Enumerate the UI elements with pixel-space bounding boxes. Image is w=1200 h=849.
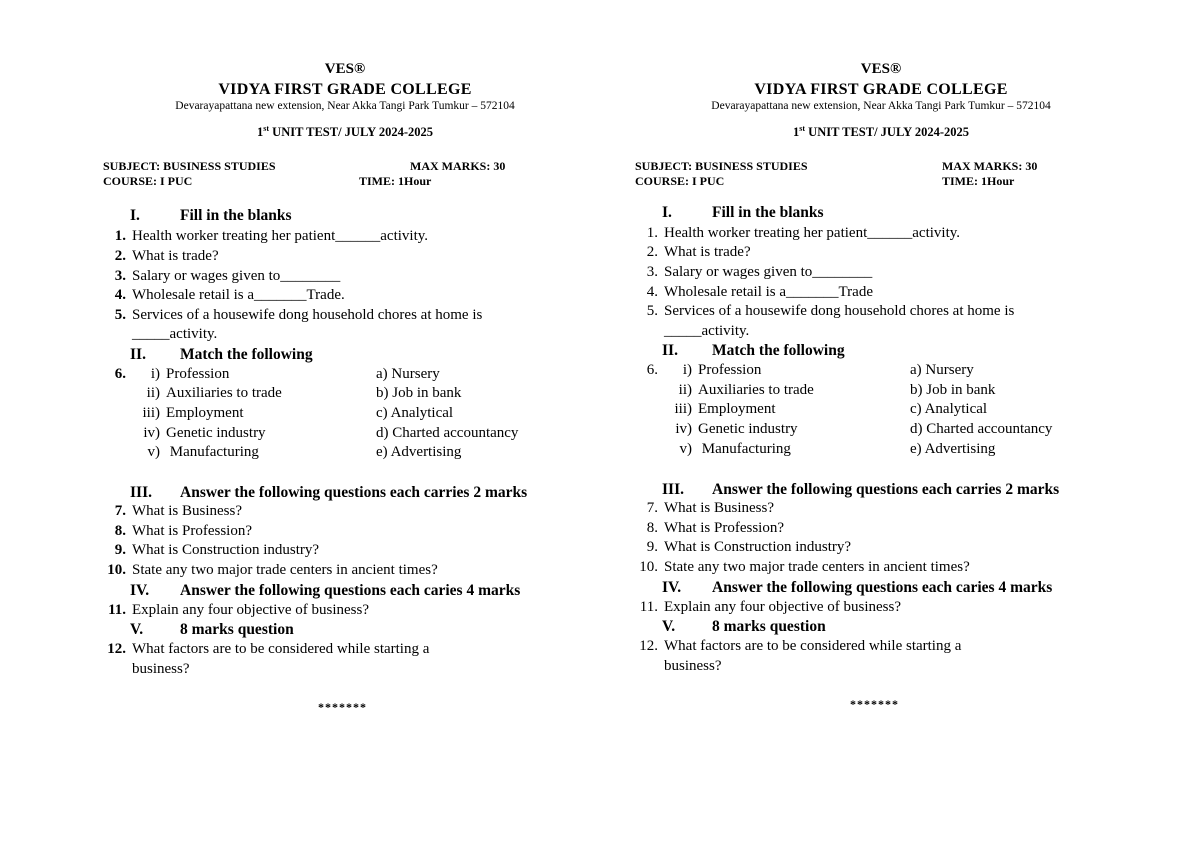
section-5-heading — [130, 621, 294, 639]
exam-sheet-right — [600, 0, 1200, 849]
question-number: 3. — [646, 264, 658, 280]
section-roman: V. — [130, 621, 144, 638]
question-3 — [630, 264, 872, 281]
question-5-continued: _____activity. — [132, 326, 218, 342]
question-5-continued: _____activity. — [664, 323, 750, 339]
question-number: 3. — [114, 268, 126, 284]
question-number: 8. — [114, 523, 126, 539]
section-4-heading — [662, 579, 1052, 597]
section-title: Fill in the blanks — [180, 207, 292, 224]
question-7 — [630, 500, 774, 517]
question-2 — [98, 248, 219, 265]
match-roman: iv) — [675, 421, 692, 437]
section-1-heading — [130, 207, 292, 225]
match-right-4: d) Charted accountancy — [376, 425, 519, 441]
match-left-2 — [666, 382, 814, 399]
section-title: Answer the following questions each carries 2 marks — [180, 484, 528, 501]
match-roman: i) — [682, 362, 692, 378]
question-text: Salary or wages given to________ — [664, 264, 873, 280]
section-title: Match the following — [712, 342, 845, 359]
question-text: Health worker treating her patient______activity. — [664, 225, 961, 241]
time-label: TIME: 1Hour — [359, 174, 432, 188]
question-7 — [98, 503, 242, 520]
question-number: 7. — [114, 503, 126, 519]
question-number: 9. — [646, 539, 658, 555]
section-5-heading — [662, 618, 826, 636]
question-text: Services of a housewife dong household chores at home is — [132, 307, 483, 323]
question-2 — [630, 244, 751, 261]
match-roman: iv) — [143, 425, 160, 441]
question-6 — [98, 366, 132, 383]
question-number: 5. — [646, 303, 658, 319]
question-10 — [98, 562, 438, 579]
match-left-2 — [134, 385, 282, 402]
match-right-4: d) Charted accountancy — [910, 421, 1053, 437]
section-roman: II. — [662, 342, 678, 359]
match-roman: iii) — [142, 405, 160, 421]
question-5 — [630, 303, 1014, 320]
question-text: Health worker treating her patient______activity. — [132, 228, 429, 244]
question-text: What is Construction industry? — [132, 542, 320, 558]
match-left-text: Auxiliaries to trade — [698, 382, 814, 398]
section-title: Answer the following questions each caries 4 marks — [712, 579, 1053, 596]
match-left-4 — [666, 421, 798, 438]
question-number: 10. — [639, 559, 658, 575]
question-number: 2. — [646, 244, 658, 260]
question-text: Wholesale retail is a_______Trade — [664, 284, 873, 300]
match-left-3 — [134, 405, 244, 422]
question-1 — [98, 228, 428, 245]
section-roman: III. — [130, 484, 152, 501]
match-right-3: c) Analytical — [376, 405, 454, 421]
section-title: Answer the following questions each carries 2 marks — [712, 481, 1060, 498]
match-right-5: e) Advertising — [376, 444, 462, 460]
match-roman: ii) — [678, 382, 692, 398]
section-2-heading — [662, 342, 845, 360]
section-roman: V. — [662, 618, 676, 635]
section-roman: IV. — [662, 579, 682, 596]
question-text: Explain any four objective of business? — [664, 599, 902, 615]
match-roman: ii) — [146, 385, 160, 401]
question-6 — [630, 362, 664, 379]
question-number: 12. — [107, 641, 126, 657]
question-text: What is Profession? — [664, 520, 784, 536]
section-2-heading — [130, 346, 313, 364]
question-12 — [98, 641, 429, 658]
match-left-text: Employment — [166, 405, 244, 421]
question-11 — [98, 602, 369, 619]
match-left-text: Manufacturing — [698, 441, 791, 457]
question-number: 6. — [114, 366, 126, 382]
match-left-text: Auxiliaries to trade — [166, 385, 282, 401]
time-label: TIME: 1Hour — [942, 174, 1015, 188]
section-1-heading — [662, 204, 824, 222]
section-roman: I. — [662, 204, 672, 221]
section-title: Answer the following questions each caries 4 marks — [180, 582, 521, 599]
match-right-5: e) Advertising — [910, 441, 996, 457]
question-number: 8. — [646, 520, 658, 536]
test-number: 1 — [793, 125, 800, 139]
ves-heading: VES® — [324, 61, 366, 77]
end-marker: ******* — [850, 697, 899, 711]
college-name: VIDYA FIRST GRADE COLLEGE — [754, 81, 1008, 98]
question-number: 4. — [646, 284, 658, 300]
question-number: 1. — [646, 225, 658, 241]
question-text: What is Construction industry? — [664, 539, 852, 555]
question-number: 7. — [646, 500, 658, 516]
question-text: Wholesale retail is a_______Trade. — [132, 287, 345, 303]
course-label: COURSE: I PUC — [103, 174, 193, 188]
match-right-2: b) Job in bank — [376, 385, 462, 401]
match-roman: iii) — [674, 401, 692, 417]
question-8 — [630, 520, 784, 537]
match-left-4 — [134, 425, 266, 442]
question-12-continued: business? — [132, 661, 190, 677]
question-text: Salary or wages given to________ — [132, 268, 341, 284]
max-marks-label: MAX MARKS: 30 — [942, 159, 1038, 173]
match-right-3: c) Analytical — [910, 401, 988, 417]
question-5 — [98, 307, 482, 324]
match-left-text: Manufacturing — [166, 444, 259, 460]
question-number: 5. — [114, 307, 126, 323]
question-number: 2. — [114, 248, 126, 264]
section-title: Fill in the blanks — [712, 204, 824, 221]
match-roman: i) — [150, 366, 160, 382]
subject-label: SUBJECT: BUSINESS STUDIES — [635, 159, 808, 173]
match-left-3 — [666, 401, 776, 418]
section-3-heading — [662, 481, 1059, 499]
match-right-2: b) Job in bank — [910, 382, 996, 398]
question-text: State any two major trade centers in ancient times? — [664, 559, 970, 575]
test-title — [536, 125, 1200, 140]
section-roman: IV. — [130, 582, 150, 599]
section-title: 8 marks question — [180, 621, 294, 638]
question-text: What is trade? — [664, 244, 751, 260]
question-number: 9. — [114, 542, 126, 558]
match-roman: v) — [679, 441, 692, 457]
question-number: 11. — [639, 599, 658, 615]
match-roman: v) — [147, 444, 160, 460]
max-marks-label: MAX MARKS: 30 — [410, 159, 506, 173]
match-left-5 — [134, 444, 259, 461]
question-number: 1. — [114, 228, 126, 244]
question-12 — [630, 638, 961, 655]
question-text: Explain any four objective of business? — [132, 602, 370, 618]
test-title-text: UNIT TEST/ JULY 2024-2025 — [805, 125, 969, 139]
test-ordinal: st — [799, 123, 806, 133]
match-right-1: a) Nursery — [910, 362, 974, 378]
question-number: 4. — [114, 287, 126, 303]
section-roman: II. — [130, 346, 146, 363]
question-text: What is Profession? — [132, 523, 252, 539]
section-roman: I. — [130, 207, 140, 224]
question-number: 11. — [108, 602, 126, 618]
match-left-text: Profession — [698, 362, 762, 378]
section-title: 8 marks question — [712, 618, 826, 635]
question-number: 12. — [639, 638, 658, 654]
section-title: Match the following — [180, 346, 313, 363]
match-left-text: Employment — [698, 401, 776, 417]
ves-heading: VES® — [860, 61, 902, 77]
question-9 — [630, 539, 851, 556]
section-roman: III. — [662, 481, 684, 498]
section-3-heading — [130, 484, 527, 502]
question-text: State any two major trade centers in ancient times? — [132, 562, 438, 578]
question-1 — [630, 225, 960, 242]
test-ordinal: st — [263, 123, 270, 133]
subject-label: SUBJECT: BUSINESS STUDIES — [103, 159, 276, 173]
match-left-text: Genetic industry — [166, 425, 266, 441]
test-number: 1 — [257, 125, 264, 139]
match-right-1: a) Nursery — [376, 366, 440, 382]
match-left-text: Profession — [166, 366, 230, 382]
college-address: Devarayapattana new extension, Near Akka Tangi Park Tumkur – 572104 — [711, 100, 1051, 112]
question-10 — [630, 559, 970, 576]
test-title-text: UNIT TEST/ JULY 2024-2025 — [269, 125, 433, 139]
question-text: What factors are to be considered while starting a — [664, 638, 962, 654]
match-left-1 — [666, 362, 761, 379]
question-9 — [98, 542, 319, 559]
question-number: 6. — [646, 362, 658, 378]
question-3 — [98, 268, 340, 285]
college-name: VIDYA FIRST GRADE COLLEGE — [218, 81, 472, 98]
section-4-heading — [130, 582, 520, 600]
question-text: Services of a housewife dong household chores at home is — [664, 303, 1015, 319]
end-marker: ******* — [318, 700, 367, 714]
question-4 — [98, 287, 345, 304]
question-number: 10. — [107, 562, 126, 578]
question-text: What is trade? — [132, 248, 219, 264]
question-text: What is Business? — [664, 500, 774, 516]
question-text: What is Business? — [132, 503, 242, 519]
match-left-5 — [666, 441, 791, 458]
match-left-1 — [134, 366, 229, 383]
question-11 — [630, 599, 901, 616]
question-4 — [630, 284, 873, 301]
match-left-text: Genetic industry — [698, 421, 798, 437]
question-text: What factors are to be considered while starting a — [132, 641, 430, 657]
course-label: COURSE: I PUC — [635, 174, 725, 188]
college-address: Devarayapattana new extension, Near Akka Tangi Park Tumkur – 572104 — [175, 100, 515, 112]
question-8 — [98, 523, 252, 540]
question-12-continued: business? — [664, 658, 722, 674]
